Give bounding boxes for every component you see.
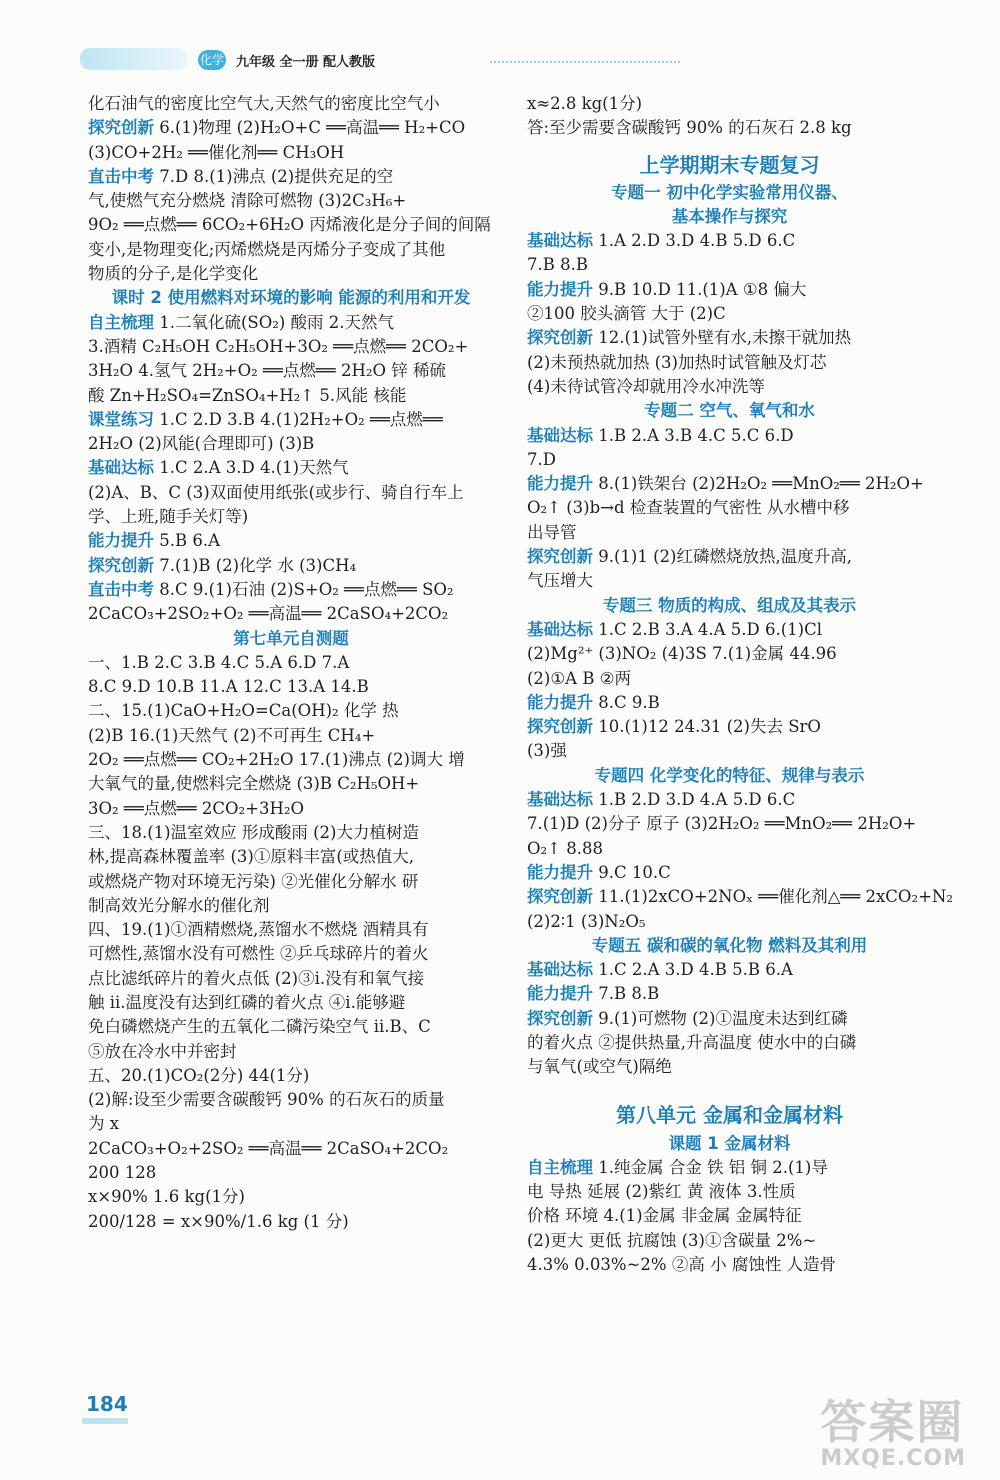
section-tag: 能力提升 bbox=[527, 474, 593, 494]
answer-line bbox=[527, 812, 932, 836]
answer-text: 价格 环境 4.(1)金属 非金属 金属特征 bbox=[527, 1206, 802, 1226]
answer-text: 气压增大 bbox=[527, 571, 593, 591]
answer-text: 1.C 2.A 3.D 4.(1)天然气 bbox=[154, 458, 349, 478]
answer-line bbox=[88, 238, 494, 262]
answer-text: 1.C 2.B 3.A 4.A 5.D 6.(1)Cl bbox=[593, 619, 823, 639]
answer-text: x≈2.8 kg(1分) bbox=[527, 94, 643, 113]
answer-text: (2)未预热就加热 (3)加热时试管触及灯芯 bbox=[527, 352, 827, 372]
answer-line bbox=[88, 651, 494, 675]
answer-text: 200 128 bbox=[88, 1163, 157, 1183]
answer-text: 3O₂ ══点燃══ 2CO₂+3H₂O bbox=[88, 798, 304, 818]
answer-text: 4.3% 0.03%~2% ②高 小 腐蚀性 人造骨 bbox=[527, 1255, 837, 1275]
answer-line bbox=[527, 739, 932, 763]
answer-text: 林,提高森林覆盖率 (3)①原料丰富(或热值大, bbox=[88, 847, 415, 867]
answer-text: 变小,是物理变化;丙烯燃烧是丙烯分子变成了其他 bbox=[88, 239, 446, 259]
answer-line bbox=[88, 359, 494, 383]
answer-line bbox=[527, 1180, 932, 1204]
lesson-heading: 专题五 碳和碳的氧化物 燃料及其利用 bbox=[591, 935, 868, 955]
answer-line bbox=[88, 870, 494, 894]
answer-text: 三、18.(1)温室效应 形成酸雨 (2)大力植树造 bbox=[88, 822, 419, 842]
answer-text: 9O₂ ══点燃══ 6CO₂+6H₂O 丙烯液化是分子间的间隔 bbox=[88, 215, 491, 235]
lesson-heading: 专题三 物质的构成、组成及其表示 bbox=[602, 595, 857, 615]
answer-line bbox=[527, 521, 932, 545]
section-tag: 基础达标 bbox=[527, 619, 593, 639]
section-tag: 能力提升 bbox=[527, 692, 593, 712]
answer-line bbox=[527, 545, 932, 569]
answer-line bbox=[527, 424, 932, 448]
answer-text: 气,使燃气充分燃烧 清除可燃物 (3)2C₃H₆+ bbox=[88, 191, 407, 211]
answer-text: 8.C 9.(1)石油 (2)S+O₂ ══点燃══ SO₂ bbox=[154, 579, 454, 599]
section-tag: 能力提升 bbox=[527, 984, 593, 1004]
answer-line bbox=[527, 229, 932, 253]
answer-line bbox=[527, 448, 932, 472]
section-tag: 能力提升 bbox=[527, 862, 593, 882]
answer-line bbox=[88, 1015, 494, 1039]
answer-text: 7.D 8.(1)沸点 (2)提供充足的空 bbox=[154, 166, 394, 186]
answer-text: 答:至少需要含碳酸钙 90% 的石灰石 2.8 kg bbox=[527, 118, 852, 138]
section-tag: 基础达标 bbox=[527, 960, 593, 980]
answer-text: 1.A 2.D 3.D 4.B 5.D 6.C bbox=[593, 231, 796, 251]
lesson-heading: 专题一 初中化学实验常用仪器、 bbox=[611, 182, 848, 202]
watermark-text: 答案圈 bbox=[820, 1395, 965, 1449]
answer-text: 3H₂O 4.氢气 2H₂+O₂ ══点燃══ 2H₂O 锌 稀硫 bbox=[88, 361, 446, 381]
answer-text: 学、上班,随手关灯等) bbox=[88, 507, 249, 527]
section-tag: 探究创新 bbox=[527, 328, 593, 348]
answer-text: x×90% 1.6 kg(1分) bbox=[88, 1187, 245, 1207]
answer-text: 1.C 2.D 3.B 4.(1)2H₂+O₂ ══点燃══ bbox=[154, 409, 443, 429]
answer-line bbox=[527, 116, 932, 140]
section-tag: 探究创新 bbox=[527, 887, 593, 907]
answer-text: 点比滤纸碎片的着火点低 (2)③ⅰ.没有和氧气接 bbox=[88, 968, 425, 988]
section-tag: 能力提升 bbox=[527, 279, 593, 299]
answer-line bbox=[88, 262, 494, 286]
answer-text: (2)更大 更低 抗腐蚀 (3)①含碳量 2%~ bbox=[527, 1230, 817, 1250]
answer-line bbox=[527, 1031, 932, 1055]
section-heading: 上学期期末专题复习 bbox=[639, 152, 820, 177]
answer-line bbox=[527, 691, 932, 715]
answer-line bbox=[88, 918, 494, 942]
answer-line bbox=[527, 92, 932, 116]
section-tag: 课堂练习 bbox=[88, 409, 154, 429]
answer-text: 9.(1)1 (2)红磷燃烧放热,温度升高, bbox=[593, 547, 852, 567]
answer-line bbox=[88, 578, 494, 602]
lesson-heading: 课时 2 使用燃料对环境的影响 能源的利用和开发 bbox=[111, 288, 471, 308]
answer-text: 1.C 2.A 3.D 4.B 5.B 6.A bbox=[593, 960, 793, 980]
answer-line bbox=[88, 1161, 494, 1185]
section-tag: 探究创新 bbox=[527, 1008, 593, 1028]
lesson-heading: 课题 1 金属材料 bbox=[668, 1133, 791, 1153]
answer-line bbox=[88, 1064, 494, 1088]
answer-line bbox=[527, 302, 932, 326]
lesson-heading: 第七单元自测题 bbox=[233, 628, 349, 648]
section-tag: 基础达标 bbox=[527, 425, 593, 445]
answer-line bbox=[88, 1088, 494, 1112]
section-tag: 直击中考 bbox=[88, 166, 154, 186]
answer-text: (2)2∶1 (3)N₂O₅ bbox=[527, 911, 646, 931]
answer-text: 10.(1)12 24.31 (2)失去 SrO bbox=[593, 717, 821, 737]
answer-text: 6.(1)物理 (2)H₂O+C ══高温══ H₂+CO bbox=[154, 118, 466, 138]
answer-text: 出导管 bbox=[527, 522, 577, 542]
answer-line bbox=[527, 982, 932, 1006]
section-tag: 自主梳理 bbox=[88, 312, 154, 332]
answer-text: 物质的分子,是化学变化 bbox=[88, 264, 259, 284]
answer-text: (3)强 bbox=[527, 741, 567, 761]
answer-line bbox=[88, 92, 494, 116]
answer-line bbox=[527, 496, 932, 520]
answer-line bbox=[88, 675, 494, 699]
answer-text: (4)未待试管冷却就用冷水冲洗等 bbox=[527, 376, 765, 396]
answer-line bbox=[88, 967, 494, 991]
answer-line bbox=[527, 715, 932, 739]
answer-line bbox=[88, 1210, 494, 1234]
watermark-url: MXQE.COM bbox=[820, 1446, 966, 1471]
answer-text: 酸 Zn+H₂SO₄=ZnSO₄+H₂↑ 5.风能 核能 bbox=[88, 385, 407, 405]
answer-line bbox=[88, 505, 494, 529]
answer-text: 的着火点 ②提供热量,升高温度 使水中的白磷 bbox=[527, 1032, 857, 1052]
answer-line bbox=[527, 1229, 932, 1253]
section-tag: 探究创新 bbox=[527, 717, 593, 737]
answer-text: 一、1.B 2.C 3.B 4.C 5.A 6.D 7.A bbox=[88, 652, 350, 672]
section-tag: 基础达标 bbox=[527, 790, 593, 810]
answer-text: 电 导热 延展 (2)紫红 黄 液体 3.性质 bbox=[527, 1182, 796, 1202]
answer-line bbox=[88, 116, 494, 140]
answer-line bbox=[88, 165, 494, 189]
page-header bbox=[80, 52, 980, 74]
answer-text: 1.B 2.D 3.D 4.A 5.D 6.C bbox=[593, 790, 796, 810]
answer-text: (2)Mg²⁺ (3)NO₂ (4)3S 7.(1)金属 44.96 bbox=[527, 644, 837, 664]
answer-text: 1.纯金属 合金 铁 铝 铜 2.(1)导 bbox=[593, 1157, 828, 1177]
answer-line bbox=[527, 910, 932, 934]
answer-line bbox=[527, 1204, 932, 1228]
answer-line bbox=[88, 141, 494, 165]
answer-line bbox=[88, 1112, 494, 1136]
answer-line bbox=[88, 1185, 494, 1209]
brand-logo-bar bbox=[80, 48, 188, 70]
answer-text: 9.B 10.D 11.(1)A ①8 偏大 bbox=[593, 279, 807, 299]
lesson-heading: 专题四 化学变化的特征、规律与表示 bbox=[594, 765, 865, 785]
answer-line bbox=[527, 569, 932, 593]
answer-line bbox=[88, 821, 494, 845]
answer-text: 7.(1)B (2)化学 水 (3)CH₄ bbox=[154, 555, 357, 575]
answer-line bbox=[527, 326, 932, 350]
answer-text: O₂↑ (3)b→d 检查装置的气密性 从水槽中移 bbox=[527, 498, 850, 518]
answer-line bbox=[527, 472, 932, 496]
answer-text: 四、19.(1)①酒精燃烧,蒸馏水不燃烧 酒精具有 bbox=[88, 920, 429, 940]
answer-line bbox=[88, 408, 494, 432]
answer-text: 化石油气的密度比空气大,天然气的密度比空气小 bbox=[88, 94, 440, 113]
answer-text: (2)B 16.(1)天然气 (2)不可再生 CH₄+ bbox=[88, 725, 376, 745]
answer-text: ②100 胶头滴管 大于 (2)C bbox=[527, 304, 726, 324]
answer-line bbox=[88, 432, 494, 456]
answer-text: 免白磷燃烧产生的五氧化二磷污染空气 ⅱ.B、C bbox=[88, 1017, 431, 1037]
answer-text: 11.(1)2xCO+2NOₓ ══催化剂△══ 2xCO₂+N₂ bbox=[593, 887, 953, 907]
answer-line bbox=[88, 1137, 494, 1161]
section-tag: 自主梳理 bbox=[527, 1157, 593, 1177]
answer-line bbox=[527, 1156, 932, 1180]
lesson-heading: 专题二 空气、氧气和水 bbox=[644, 401, 815, 421]
answer-line bbox=[527, 253, 932, 277]
section-heading: 第八单元 金属和金属材料 bbox=[616, 1102, 843, 1127]
page-number: 184 bbox=[86, 1392, 128, 1416]
answer-text: 9.C 10.C bbox=[593, 862, 671, 882]
answer-line bbox=[527, 351, 932, 375]
answer-text: 二、15.(1)CaO+H₂O=Ca(OH)₂ 化学 热 bbox=[88, 701, 399, 721]
answer-text: O₂↑ 8.88 bbox=[527, 838, 603, 858]
lesson-heading: 基本操作与探究 bbox=[671, 206, 788, 226]
answer-text: 或燃烧产物对环境无污染) ②光催化分解水 研 bbox=[88, 871, 419, 891]
answer-line bbox=[527, 885, 953, 909]
answer-text: 9.(1)可燃物 (2)①温度未达到红磷 bbox=[593, 1008, 848, 1028]
answer-line bbox=[88, 894, 494, 918]
answer-line bbox=[88, 942, 494, 966]
answer-line bbox=[88, 991, 494, 1015]
answer-text: 1.二氧化硫(SO₂) 酸雨 2.天然气 bbox=[154, 312, 395, 332]
answer-line bbox=[527, 837, 932, 861]
answer-text: (2)A、B、C (3)双面使用纸张(或步行、骑自行车上 bbox=[88, 482, 464, 502]
answer-text: 8.C 9.D 10.B 11.A 12.C 13.A 14.B bbox=[88, 677, 369, 697]
answer-line bbox=[88, 213, 494, 237]
answer-line bbox=[88, 384, 494, 408]
answer-text: 2CaCO₃+2SO₂+O₂ ══高温══ 2CaSO₄+2CO₂ bbox=[88, 604, 449, 624]
section-tag: 直击中考 bbox=[88, 579, 154, 599]
answer-text: 7.(1)D (2)分子 原子 (3)2H₂O₂ ══MnO₂══ 2H₂O+ bbox=[527, 814, 917, 834]
section-tag: 探究创新 bbox=[88, 118, 154, 138]
answer-text: 2O₂ ══点燃══ CO₂+2H₂O 17.(1)沸点 (2)调大 增 bbox=[88, 750, 465, 770]
answer-line bbox=[527, 1007, 932, 1031]
section-tag: 能力提升 bbox=[88, 531, 154, 551]
answer-line bbox=[527, 1253, 932, 1277]
answer-text: 7.B 8.B bbox=[527, 255, 588, 275]
answer-text: 7.B 8.B bbox=[593, 984, 660, 1004]
answer-line bbox=[88, 602, 494, 626]
answer-text: (2)①A B ②两 bbox=[527, 668, 631, 688]
watermark bbox=[820, 1395, 966, 1471]
answer-line bbox=[88, 797, 494, 821]
header-dotted-rule bbox=[490, 61, 680, 63]
answer-line bbox=[527, 958, 932, 982]
answer-line bbox=[88, 481, 494, 505]
section-tag: 探究创新 bbox=[88, 555, 154, 575]
answer-text: 为 x bbox=[88, 1114, 120, 1134]
answer-text: 200/128 = x×90%/1.6 kg (1 分) bbox=[88, 1211, 349, 1231]
answer-line bbox=[527, 1055, 932, 1079]
answer-text: 制高效光分解水的催化剂 bbox=[88, 895, 270, 915]
answer-line bbox=[88, 772, 494, 796]
answer-text: 8.C 9.B bbox=[593, 692, 660, 712]
answer-text: 五、20.(1)CO₂(2分) 44(1分) bbox=[88, 1065, 310, 1085]
answer-text: 2H₂O (2)风能(合理即可) (3)B bbox=[88, 434, 315, 454]
answer-line bbox=[88, 699, 494, 723]
answer-line bbox=[88, 724, 494, 748]
page-number-bar bbox=[82, 1418, 128, 1424]
answer-line bbox=[88, 456, 494, 480]
answer-line bbox=[527, 375, 932, 399]
answer-text: 大氧气的量,使燃料完全燃烧 (3)B C₂H₅OH+ bbox=[88, 774, 420, 794]
answer-text: 12.(1)试管外壁有水,未擦干就加热 bbox=[593, 328, 852, 348]
book-meta: 九年级 全一册 配人教版 bbox=[236, 55, 376, 70]
answer-text: 3.酒精 C₂H₅OH C₂H₅OH+3O₂ ══点燃══ 2CO₂+ bbox=[88, 336, 469, 356]
subject-badge: 化学 bbox=[198, 50, 226, 70]
answer-text: (2)解:设至少需要含碳酸钙 90% 的石灰石的质量 bbox=[88, 1090, 445, 1110]
answer-line bbox=[527, 642, 932, 666]
answer-line bbox=[88, 311, 494, 335]
answer-line bbox=[88, 845, 494, 869]
section-tag: 探究创新 bbox=[527, 547, 593, 567]
section-tag: 基础达标 bbox=[88, 458, 154, 478]
answer-line bbox=[88, 335, 494, 359]
answer-text: 1.B 2.A 3.B 4.C 5.C 6.D bbox=[593, 425, 794, 445]
answer-line bbox=[88, 529, 494, 553]
answer-text: 8.(1)铁架台 (2)2H₂O₂ ══MnO₂══ 2H₂O+ bbox=[593, 474, 924, 494]
answer-line bbox=[527, 667, 932, 691]
right-column bbox=[527, 92, 953, 1277]
answer-line bbox=[88, 748, 494, 772]
answer-line bbox=[88, 554, 494, 578]
answer-text: 2CaCO₃+O₂+2SO₂ ══高温══ 2CaSO₄+2CO₂ bbox=[88, 1138, 449, 1158]
left-column bbox=[88, 92, 494, 1234]
answer-text: 可燃性,蒸馏水没有可燃性 ②乒乓球碎片的着火 bbox=[88, 944, 429, 964]
answer-line bbox=[527, 788, 932, 812]
answer-line bbox=[88, 1040, 494, 1064]
answer-line bbox=[88, 189, 494, 213]
answer-line bbox=[527, 861, 932, 885]
answer-line bbox=[527, 278, 932, 302]
answer-text: 触 ⅱ.温度没有达到红磷的着火点 ④ⅰ.能够避 bbox=[88, 992, 406, 1012]
answer-text: (3)CO+2H₂ ══催化剂══ CH₃OH bbox=[88, 142, 345, 162]
section-tag: 基础达标 bbox=[527, 231, 593, 251]
answer-text: 与氧气(或空气)隔绝 bbox=[527, 1057, 672, 1077]
answer-text: 5.B 6.A bbox=[154, 531, 221, 551]
answer-text: 7.D bbox=[527, 449, 556, 469]
answer-line bbox=[527, 618, 932, 642]
answer-text: ⑤放在冷水中并密封 bbox=[88, 1041, 237, 1061]
